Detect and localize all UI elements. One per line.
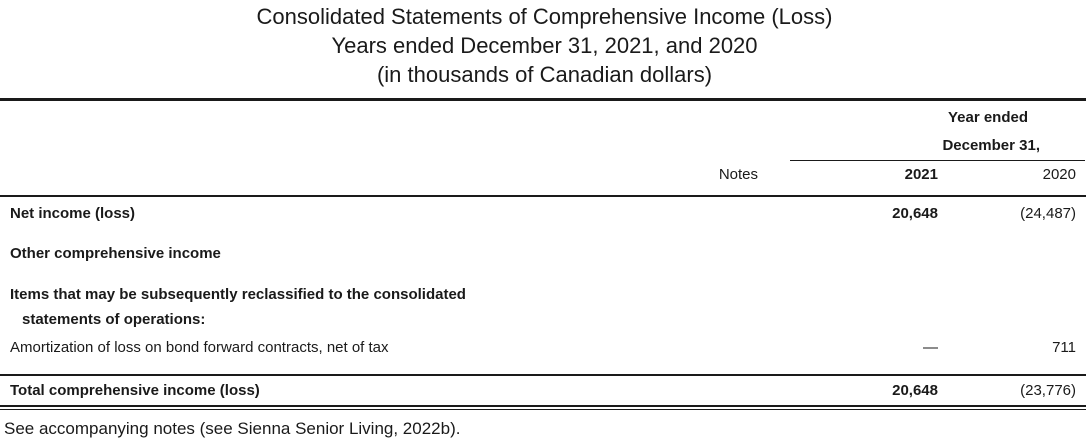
- statement-currency: (in thousands of Canadian dollars): [376, 62, 713, 87]
- header-year-ended: Year ended: [947, 109, 1028, 126]
- row-items-label-line2: statements of operations:: [22, 311, 206, 328]
- row-total-label: Total comprehensive income (loss): [10, 382, 260, 399]
- total-bottom-rule-1: [0, 405, 1086, 407]
- row-amortization-2021: —: [923, 339, 938, 356]
- top-rule: [0, 98, 1086, 101]
- header-december-31: December 31,: [942, 137, 1040, 154]
- header-group-rule: [790, 160, 1085, 161]
- row-net-income-2020: (24,487): [1020, 205, 1076, 222]
- statement-title: Consolidated Statements of Comprehensive Income (Loss): [256, 4, 833, 29]
- total-top-rule: [0, 374, 1086, 376]
- row-items-label-line1: Items that may be subsequently reclassified to the consolidated: [10, 286, 466, 303]
- row-total-2021: 20,648: [892, 382, 938, 399]
- header-year-2021: 2021: [904, 166, 938, 183]
- statement-period: Years ended December 31, 2021, and 2020: [331, 33, 758, 58]
- footnote: See accompanying notes (see Sienna Senior Living, 2022b).: [4, 419, 461, 438]
- row-net-income-2021: 20,648: [892, 205, 938, 222]
- header-notes: Notes: [718, 166, 758, 183]
- header-year-2020: 2020: [1042, 166, 1076, 183]
- row-net-income-label: Net income (loss): [10, 205, 136, 222]
- total-bottom-rule-2: [0, 409, 1086, 411]
- row-oci-label: Other comprehensive income: [10, 245, 221, 262]
- row-amortization-2020: 711: [1052, 339, 1076, 356]
- row-amortization-label: Amortization of loss on bond forward contracts, net of tax: [10, 339, 389, 356]
- header-bottom-rule: [0, 195, 1086, 197]
- row-total-2020: (23,776): [1020, 382, 1076, 399]
